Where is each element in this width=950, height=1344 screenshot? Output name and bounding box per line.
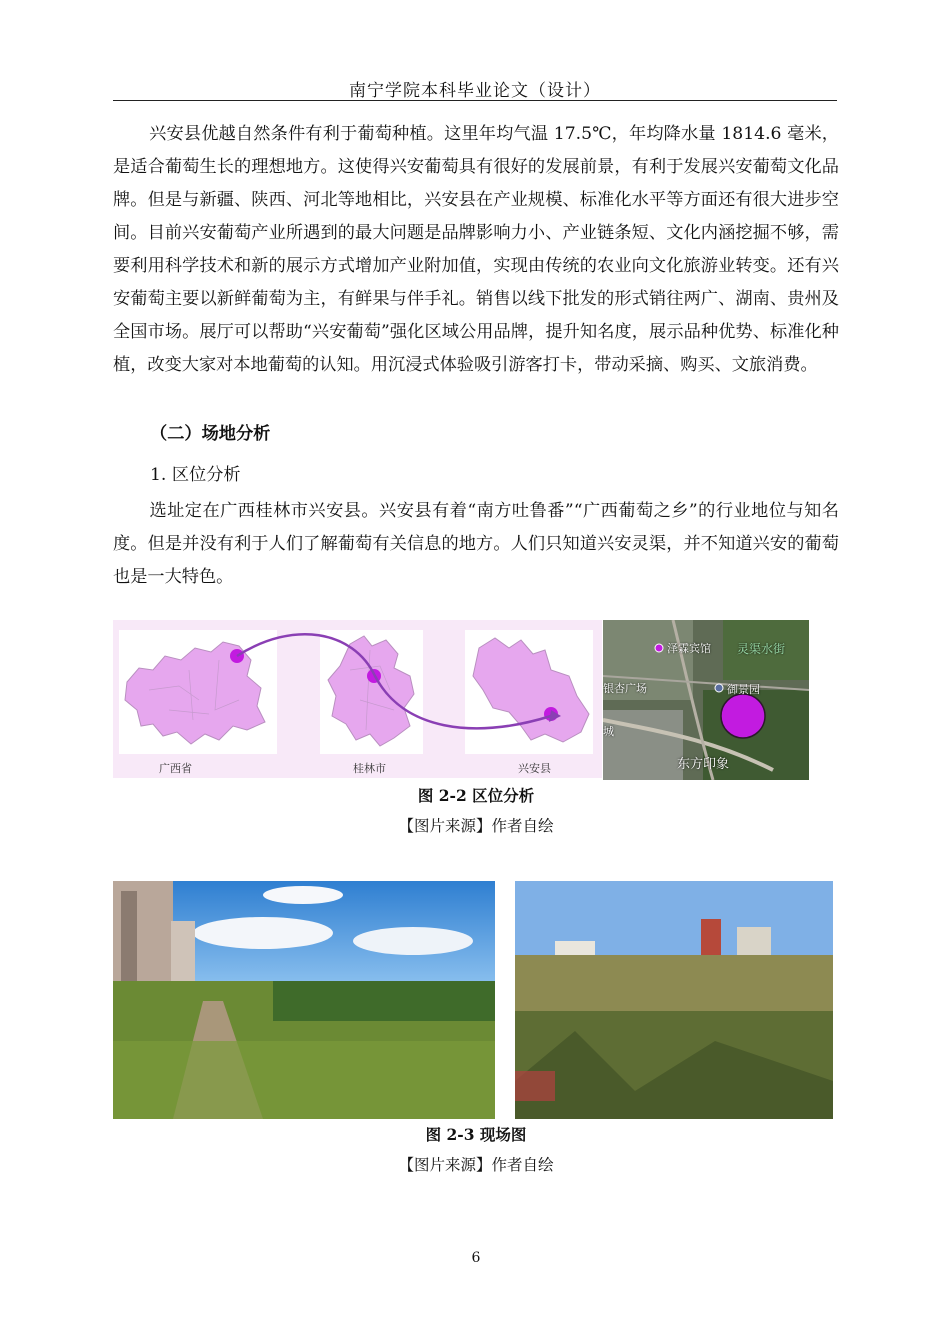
running-header: 南宁学院本科毕业论文（设计）: [349, 81, 601, 101]
page-number: 6: [471, 1250, 481, 1266]
site-photo-right: [515, 881, 833, 1119]
sat-label-hotel: 泽霖宾馆: [667, 642, 711, 655]
subsection-heading: 1. 区位分析: [150, 465, 241, 485]
site-photo-left: [113, 881, 495, 1119]
connector-arrow: [113, 620, 602, 778]
sat-label-east: 东方印象: [677, 757, 730, 772]
map-label-guangxi: 广西省: [159, 762, 192, 775]
satellite-map: [603, 620, 809, 780]
figure-2-2-source: 【图片来源】作者自绘: [398, 817, 554, 835]
sat-label-street: 灵渠水街: [737, 642, 786, 656]
location-map-panel: [113, 620, 602, 778]
figure-2-2-caption: 图 2-2 区位分析: [417, 786, 535, 805]
map-label-guilin: 桂林市: [353, 762, 386, 775]
figure-2-3-caption: 图 2-3 现场图: [425, 1125, 527, 1144]
map-label-xingan: 兴安县: [518, 762, 551, 775]
paragraph-site-text: 选址定在广西桂林市兴安县。兴安县有着“南方吐鲁番”“广西葡萄之乡”的行业地位与知名度。但是并没有利于人们了解葡萄有关信息的地方。人们只知道兴安灵渠，并不知道兴安的葡萄也是一大特色。: [113, 501, 839, 587]
paragraph-climate-text: 兴安县优越自然条件有利于葡萄种植。这里年均气温 17.5℃，年均降水量 1814.6 毫米，是适合葡萄生长的理想地方。这使得兴安葡萄具有很好的发展前景，有利于发展兴安葡萄文化品牌。但是与新疆、陕西、河北等地相比，兴安县在产业规模、标准化水平等方面还有很大进步空间。目前兴安葡萄产业所遇到的最大问题是品牌影响力小、产业链条短、文化内涵挖掘不够，需要利用科学技术和新的展示方式增加产业附加值，实现由传统的农业向文化旅游业转变。还有兴安葡萄主要以新鲜葡萄为主，有鲜果与伴手礼。销售以线下批发的形式销往两广、湖南、贵州及全国市场。展厅可以帮助“兴安葡萄”强化区域公用品牌，提升知名度，展示品种优势、标准化种植，改变大家对本地葡萄的认知。用沉浸式体验吸引游客打卡，带动采摘、购买、文旅消费。: [113, 124, 839, 375]
figure-2-3-source: 【图片来源】作者自绘: [398, 1156, 554, 1174]
paragraph-climate: [113, 118, 839, 382]
sat-label-square: 银杏广场: [603, 682, 647, 695]
sat-label-city: 城: [603, 725, 614, 738]
header-rule: [113, 100, 837, 101]
sat-label-garden: 御景园: [727, 683, 760, 696]
section-heading: （二）场地分析: [150, 424, 271, 444]
paragraph-site: [113, 495, 839, 594]
